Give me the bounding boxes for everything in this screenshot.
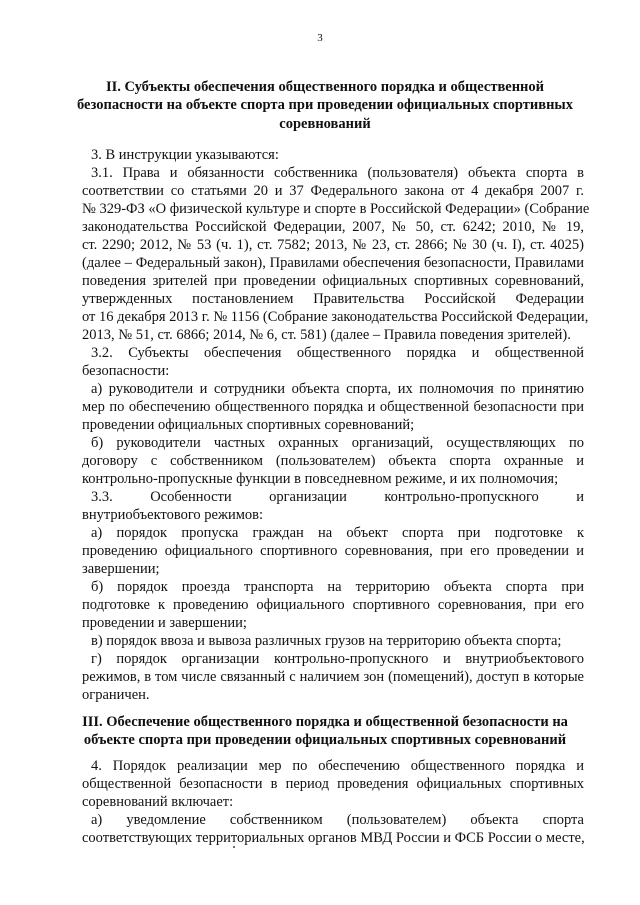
text-line: (далее – Федеральный закон), Правилами обеспечения безопасности, Правилами — [82, 255, 584, 271]
text-line: утвержденных постановлением Правительства Российской Федерации — [82, 291, 584, 307]
text-line: завершении; — [82, 561, 160, 577]
text-line: соответствии со статьями 20 и 37 Федерального закона от 4 декабря 2007 г. — [82, 183, 584, 199]
text-line: 4. Порядок реализации мер по обеспечению общественного порядка и — [91, 758, 584, 774]
text-line: 3.1. Права и обязанности собственника (пользователя) объекта спорта в — [91, 165, 584, 181]
text-line: от 16 декабря 2013 г. № 1156 (Собрание законодательства Российской Федерации, — [82, 309, 589, 325]
section-2-heading-line: II. Субъекты обеспечения общественного порядка и общественной — [105, 79, 545, 95]
section-2-heading — [70, 78, 580, 133]
page-number: 3 — [317, 32, 323, 44]
text-line: 3.2. Субъекты обеспечения общественного порядка и общественной — [91, 345, 584, 361]
text-line: проведении и завершении; — [82, 615, 247, 631]
text-line: договору с собственником (пользователем) объекта спорта охранные и — [82, 453, 584, 469]
text-line: законодательства Российской Федерации, 2007, № 50, ст. 6242; 2010, № 19, — [82, 219, 584, 235]
text-line: в) порядок ввоза и вывоза различных грузов на территорию объекта спорта; — [91, 633, 562, 649]
section-2-heading-line: безопасности на объекте спорта при проведении официальных спортивных — [76, 97, 574, 114]
section-3-heading-line: объекте спорта при проведении официальных спортивных соревнований — [83, 732, 567, 749]
text-line: безопасности: — [82, 363, 170, 379]
text-line: б) руководители частных охранных организаций, осуществляющих по — [91, 435, 584, 451]
text-line: а) руководители и сотрудники объекта спорта, их полномочия по принятию — [91, 381, 584, 397]
text-line: 2013, № 51, ст. 6866; 2014, № 6, ст. 581) (далее – Правила поведения зрителей). — [82, 327, 571, 343]
text-line: ограничен. — [82, 687, 150, 703]
text-line: подготовке к проведению официального спортивного соревнования, при его — [82, 597, 584, 613]
text-line: режимов, в том числе связанный с наличием зон (помещений), доступ в которые — [82, 669, 584, 685]
text-line: ст. 2290; 2012, № 53 (ч. 1), ст. 7582; 2013, № 23, ст. 2866; № 30 (ч. I), ст. 4025) — [82, 237, 584, 253]
text-line: общественной безопасности в период проведения официальных спортивных — [82, 776, 584, 792]
text-line: проведению официального спортивного соревнования, при его проведении и — [82, 543, 584, 559]
text-line: 3.3. Особенности организации контрольно-пропускного и — [91, 489, 584, 505]
text-line: соответствующих территориальных органов МВД России и ФСБ России о месте, — [82, 830, 585, 846]
text-line: № 329-ФЗ «О физической культуре и спорте в Российской Федерации» (Собрание — [82, 201, 590, 217]
text-line: соревнований включает: — [82, 794, 234, 810]
scan-speck — [233, 846, 235, 848]
section-3-heading — [70, 713, 580, 750]
text-line: б) порядок проезда транспорта на территорию объекта спорта при — [91, 579, 584, 595]
text-line: г) порядок организации контрольно-пропускного и внутриобъектового — [91, 651, 584, 667]
text-line: мер по обеспечению общественного порядка и общественной безопасности при — [82, 399, 584, 415]
section-2-heading-line: соревнований — [279, 115, 371, 132]
text-line: контрольно-пропускные функции в повседневном режиме, и их полномочия; — [82, 471, 559, 487]
section-3-heading-line: III. Обеспечение общественного порядка и общественной безопасности на — [82, 714, 568, 730]
text-line: 3. В инструкции указываются: — [91, 147, 279, 163]
text-line: а) порядок пропуска граждан на объект спорта при подготовке к — [91, 525, 584, 541]
text-line: а) уведомление собственником (пользователем) объекта спорта — [91, 812, 584, 828]
text-line: внутриобъектового режимов: — [82, 507, 264, 523]
text-line: поведения зрителей при проведении официальных спортивных соревнований, — [82, 273, 584, 289]
text-line: проведении официальных спортивных соревнований; — [82, 417, 415, 433]
